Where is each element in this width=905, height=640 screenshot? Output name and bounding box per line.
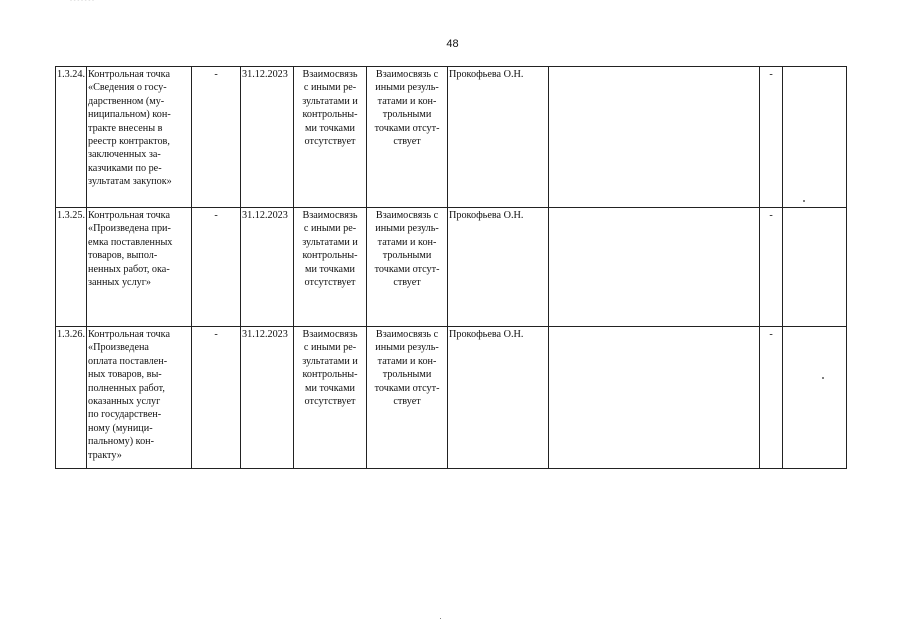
control-point-name-text: Контрольная точка «Произведена при- емка поставленных товаров, выпол- ненных работ, ока- занных услуг» bbox=[88, 210, 173, 289]
control-point-name bbox=[87, 208, 192, 327]
row-number: 1.3.24. bbox=[56, 67, 87, 208]
empty-cell bbox=[783, 208, 847, 327]
responsible-person-cell: Прокофьева О.Н. bbox=[448, 67, 549, 208]
page-number: 48 bbox=[446, 38, 459, 50]
relation-next-text: Взаимосвязь с иными резуль- татами и кон- трольными точками отсут- ствует bbox=[374, 210, 440, 289]
start-date-cell: - bbox=[192, 327, 241, 469]
empty-cell bbox=[549, 67, 760, 208]
scan-speck bbox=[822, 377, 824, 379]
start-date-cell: - bbox=[192, 208, 241, 327]
control-point-name bbox=[87, 327, 192, 469]
relation-previous-text: Взаимосвязь с иными ре- зультатами и контрольны- ми точками отсутствует bbox=[302, 69, 358, 148]
relation-next-text: Взаимосвязь с иными резуль- татами и кон- трольными точками отсут- ствует bbox=[374, 329, 440, 408]
relation-previous-text: Взаимосвязь с иными ре- зультатами и контрольны- ми точками отсутствует bbox=[302, 210, 358, 289]
relation-previous-cell bbox=[294, 327, 367, 469]
relation-next-text: Взаимосвязь с иными резуль- татами и кон- трольными точками отсут- ствует bbox=[374, 69, 440, 148]
relation-previous-cell bbox=[294, 208, 367, 327]
scan-header-trace: - - - - - - - bbox=[70, 0, 94, 3]
scan-speck bbox=[803, 200, 805, 202]
relation-previous-cell bbox=[294, 67, 367, 208]
table-row bbox=[56, 327, 847, 469]
empty-cell bbox=[549, 208, 760, 327]
table-row bbox=[56, 208, 847, 327]
relation-next-cell bbox=[367, 208, 448, 327]
relation-next-cell bbox=[367, 67, 448, 208]
empty-cell bbox=[783, 67, 847, 208]
end-date-cell: 31.12.2023 bbox=[241, 67, 294, 208]
start-date-cell: - bbox=[192, 67, 241, 208]
control-point-name bbox=[87, 67, 192, 208]
empty-cell bbox=[549, 327, 760, 469]
end-date-cell: 31.12.2023 bbox=[241, 208, 294, 327]
row-number: 1.3.26. bbox=[56, 327, 87, 469]
responsible-person-cell: Прокофьева О.Н. bbox=[448, 327, 549, 469]
relation-previous-text: Взаимосвязь с иными ре- зультатами и контрольны- ми точками отсутствует bbox=[302, 329, 358, 408]
scan-speck bbox=[440, 618, 441, 619]
dash-cell: - bbox=[760, 208, 783, 327]
row-number: 1.3.25. bbox=[56, 208, 87, 327]
empty-cell bbox=[783, 327, 847, 469]
responsible-person-cell: Прокофьева О.Н. bbox=[448, 208, 549, 327]
control-point-name-text: Контрольная точка «Сведения о госу- дарственном (му- ниципальном) кон- тракте внесены в реестр контрактов, заключенных за- казчиками по ре- зультатам закупок» bbox=[88, 69, 172, 188]
dash-cell: - bbox=[760, 327, 783, 469]
end-date-cell: 31.12.2023 bbox=[241, 327, 294, 469]
table-row bbox=[56, 67, 847, 208]
control-point-name-text: Контрольная точка «Произведена оплата поставлен- ных товаров, вы- полненных работ, оказанных услуг по государствен- ному (муници- пальному) кон- тракту» bbox=[88, 329, 171, 461]
dash-cell: - bbox=[760, 67, 783, 208]
relation-next-cell bbox=[367, 327, 448, 469]
control-points-table bbox=[55, 66, 847, 469]
